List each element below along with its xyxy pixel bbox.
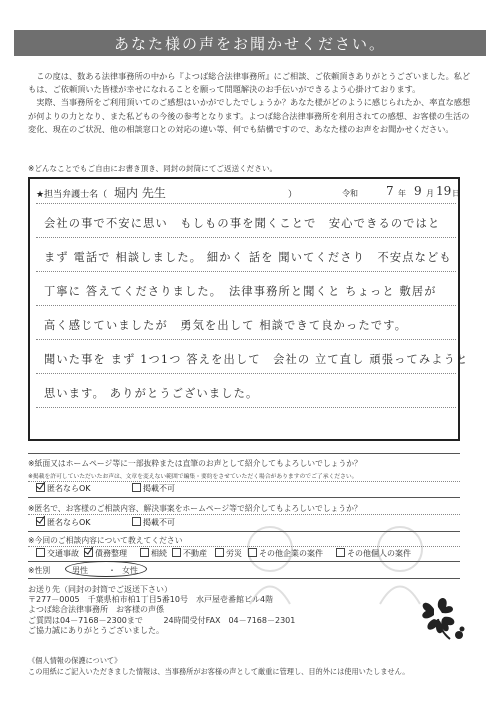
comment-box-header <box>36 184 460 201</box>
gender-option-female[interactable]: 女性 <box>122 566 138 575</box>
section-divider <box>28 453 460 454</box>
handwritten-line-5: 聞いた事を まず 1つ1つ 答えを出して 会社の 立て直し 頑張ってみようと <box>44 353 469 366</box>
date-month: 9 <box>414 184 422 198</box>
q3-option-real-estate[interactable] <box>172 548 207 559</box>
gender-separator: ・ <box>108 566 116 575</box>
q3-option-label: その他企業の案件 <box>259 549 323 558</box>
lawyer-name-handwritten: 堀内 先生 <box>114 186 166 200</box>
checkbox[interactable] <box>248 548 257 557</box>
section-divider <box>28 514 460 515</box>
date-month-unit: 月 <box>426 189 434 198</box>
checkbox-checked[interactable] <box>36 483 45 492</box>
q3-option-label: その他個人の案件 <box>347 549 411 558</box>
writing-line <box>36 339 456 340</box>
checkbox-checked[interactable] <box>36 517 45 526</box>
q3-option-debt[interactable] <box>84 548 127 559</box>
handwritten-line-3: 丁寧に 答えてくださりました。 法律事務所と聞くと ちょっと 敷居が <box>44 285 437 298</box>
q3-option-traffic[interactable] <box>36 548 79 559</box>
q1-option-decline[interactable] <box>132 483 175 494</box>
intro-paragraph-1: この度は、数ある法律事務所の中から『よつば総合法律事務所』にご相談、ご依頼頂きありがとうございました。私どもは、ご依頼頂いた皆様が幸せになれることを願って問題解決のお手伝いができるよう心掛けております。 <box>28 71 471 95</box>
q3-option-label: 交通事故 <box>47 549 79 558</box>
question-1-title: ※紙面又はホームページ等に一部抜粋または直筆のお声として紹介してもよろしいでしょうか？ <box>28 459 362 468</box>
writing-line <box>36 407 456 408</box>
section-divider <box>28 578 460 579</box>
writing-line <box>36 203 456 204</box>
section-divider <box>28 497 460 498</box>
q3-option-label: 債務整理 <box>95 549 127 558</box>
checkbox[interactable] <box>336 548 345 557</box>
office-name: よつば総合法律事務所 お客様の声係 <box>28 605 164 615</box>
checkbox[interactable] <box>36 548 45 557</box>
checkbox[interactable] <box>132 483 141 492</box>
privacy-title: 《個人情報の保護について》 <box>28 656 122 665</box>
checkbox[interactable] <box>132 517 141 526</box>
comment-box[interactable] <box>28 177 469 441</box>
date-year-unit: 年 <box>398 189 406 198</box>
page-title-banner <box>14 30 486 56</box>
q1-option-anonymous-label: 匿名ならOK <box>47 484 91 493</box>
handwritten-line-4: 高く感じていましたが 勇気を出して 相談できて良かったです。 <box>44 319 408 332</box>
handwritten-line-2: まず 電話で 相談しました。 細かく 話を 聞いてくださり 不安点なども <box>44 251 452 264</box>
q2-option-anonymous[interactable] <box>36 517 91 528</box>
handwritten-line-6: 思います。 ありがとうございました。 <box>44 387 259 400</box>
mailing-info <box>28 585 408 636</box>
q3-option-label: 労災 <box>226 549 242 558</box>
date-day-unit: 日 <box>452 189 460 198</box>
writing-line <box>36 373 456 374</box>
q3-option-label: 不動産 <box>183 549 207 558</box>
privacy-text: この用紙にご記入いただきました情報は、当事務所がお客様の声として厳重に管理し、目的外には使用いたしません。 <box>28 667 410 676</box>
section-divider <box>28 531 460 532</box>
date-year: 7 <box>386 184 394 198</box>
intro-paragraph-2: 実際、当事務所をご利用頂いてのご感想はいかがでしたでしょうか？あなた様がどのように感じられたか、率直な感想が何よりの力となり、また私どもの今後の参考となります。よつば総合法律事務所を利用されての感想、お客様の生活の変化、現在のご状況、他の相談窓口との対応の違い等、何でも結構ですので、あなた様のお声をお聞かせください。 <box>28 97 471 134</box>
page-title: あなた様の声をお聞かせください。 <box>113 34 386 53</box>
intro-text <box>28 70 476 136</box>
mailing-address: 〒277－0005 千葉県柏市柏1丁目5番10号 水戸屋壱番館ビル4階 <box>28 595 274 605</box>
lawyer-name-label: ★担当弁護士名（ <box>36 190 108 200</box>
question-2-title: ※匿名で、お客様のご相談内容、解決事案をホームページ等で紹介してもよろしいでしょうか？ <box>28 504 362 513</box>
gender-option-male[interactable]: 男性 <box>72 566 88 575</box>
question-3-title: ※今回のご相談内容について教えてください <box>28 536 183 545</box>
thanks-message: ご協力誠にありがとうございました。 <box>28 625 164 635</box>
writing-line <box>36 305 456 306</box>
writing-line <box>36 237 456 238</box>
fax-number: 24時間受付FAX 04－7168－2301 <box>163 615 296 625</box>
checkbox-checked[interactable] <box>84 548 93 557</box>
q2-option-decline[interactable] <box>132 517 175 528</box>
q3-option-labor-accident[interactable] <box>215 548 242 559</box>
q2-option-anonymous-label: 匿名ならOK <box>47 518 91 527</box>
date-era: 令和 <box>342 189 358 198</box>
date-day: 19 <box>436 184 452 198</box>
q1-option-anonymous[interactable] <box>36 483 91 494</box>
handwritten-circle-mark <box>65 561 147 577</box>
q3-option-other-corporate[interactable] <box>248 548 323 559</box>
q2-option-decline-label: 掲載不可 <box>143 518 175 527</box>
four-leaf-clover-icon <box>416 595 466 643</box>
q3-option-inheritance[interactable] <box>140 548 167 559</box>
checkbox[interactable] <box>215 548 224 557</box>
question-1-subnote: ※掲載を許可していただいたお声は、文章を変えない範囲で編集・要約をさせていただく場合がありますのでご了承ください。 <box>28 474 358 480</box>
handwritten-line-1: 会社の事で不安に思い もしもの事を聞くことで 安心できるのではと <box>44 217 441 230</box>
section-divider <box>28 481 460 482</box>
checkbox[interactable] <box>172 548 181 557</box>
question-4-label: ※性別 <box>28 566 51 575</box>
instruction-note: ※どんなことでもご自由にお書き頂き、同封の封筒にてご返送ください。 <box>28 164 278 173</box>
privacy-notice <box>28 655 468 677</box>
contact-line <box>28 616 408 626</box>
send-to-label: お送り先（同封の封筒でご返送下さい） <box>28 585 172 594</box>
writing-line <box>36 271 456 272</box>
lawyer-name-paren: ） <box>288 190 298 200</box>
phone-number: ご質問は04－7168－2300まで <box>28 615 143 625</box>
q1-option-decline-label: 掲載不可 <box>143 484 175 493</box>
q3-option-label: 相続 <box>151 549 167 558</box>
q3-option-other-personal[interactable] <box>336 548 411 559</box>
checkbox[interactable] <box>140 548 149 557</box>
